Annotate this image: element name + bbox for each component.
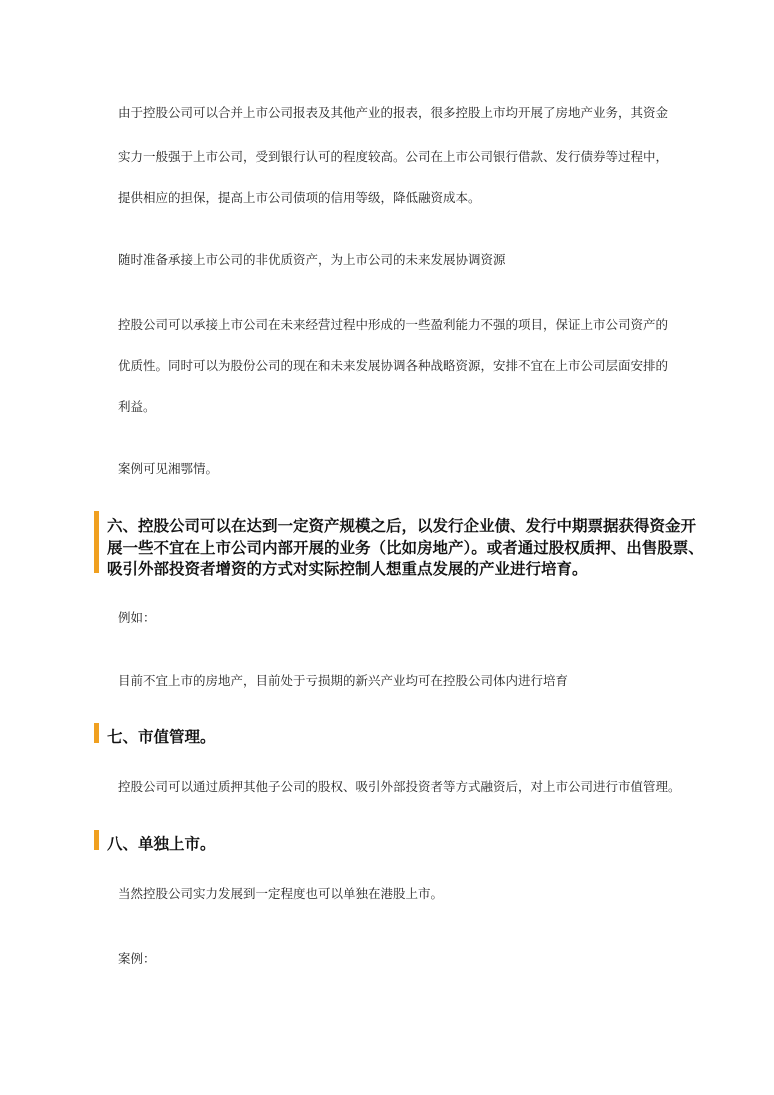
body-paragraph-line: 利益。 xyxy=(118,399,156,414)
body-paragraph-line: 随时准备承接上市公司的非优质资产，为上市公司的未来发展协调资源 xyxy=(118,252,506,267)
body-paragraph-line: 控股公司可以承接上市公司在未来经营过程中形成的一些盈利能力不强的项目，保证上市公司资产的 xyxy=(118,317,669,332)
body-paragraph-line: 当然控股公司实力发展到一定程度也可以单独在港股上市。 xyxy=(118,886,444,901)
heading-line: 七、市值管理。 xyxy=(107,728,216,746)
heading-line: 八、单独上市。 xyxy=(107,835,216,853)
body-paragraph-line: 优质性。同时可以为股份公司的现在和未来发展协调各种战略资源，安排不宜在上市公司层面安排的 xyxy=(118,358,669,373)
heading-accent-bar xyxy=(94,723,99,743)
body-paragraph-line: 实力一般强于上市公司，受到银行认可的程度较高。公司在上市公司银行借款、发行债券等过程中， xyxy=(118,149,669,164)
case-label: 案例： xyxy=(118,951,156,966)
body-paragraph-line: 由于控股公司可以合并上市公司报表及其他产业的报表，很多控股上市均开展了房地产业务，其资金 xyxy=(118,105,669,120)
body-paragraph-line: 提供相应的担保，提高上市公司债项的信用等级，降低融资成本。 xyxy=(118,190,481,205)
heading-accent-bar xyxy=(94,830,99,850)
heading-line: 展一些不宜在上市公司内部开展的业务（比如房地产）。或者通过股权质押、出售股票、 xyxy=(107,539,704,557)
example-label: 例如： xyxy=(118,610,156,625)
body-paragraph-line: 控股公司可以通过质押其他子公司的股权、吸引外部投资者等方式融资后，对上市公司进行市值管理。 xyxy=(118,779,681,794)
body-paragraph-line: 案例可见湘鄂情。 xyxy=(118,461,219,476)
heading-line: 六、控股公司可以在达到一定资产规模之后，以发行企业债、发行中期票据获得资金开 xyxy=(107,517,697,535)
heading-line: 吸引外部投资者增资的方式对实际控制人想重点发展的产业进行培育。 xyxy=(107,560,588,578)
body-paragraph-line: 目前不宜上市的房地产，目前处于亏损期的新兴产业均可在控股公司体内进行培育 xyxy=(118,673,569,688)
heading-accent-bar xyxy=(94,511,99,573)
